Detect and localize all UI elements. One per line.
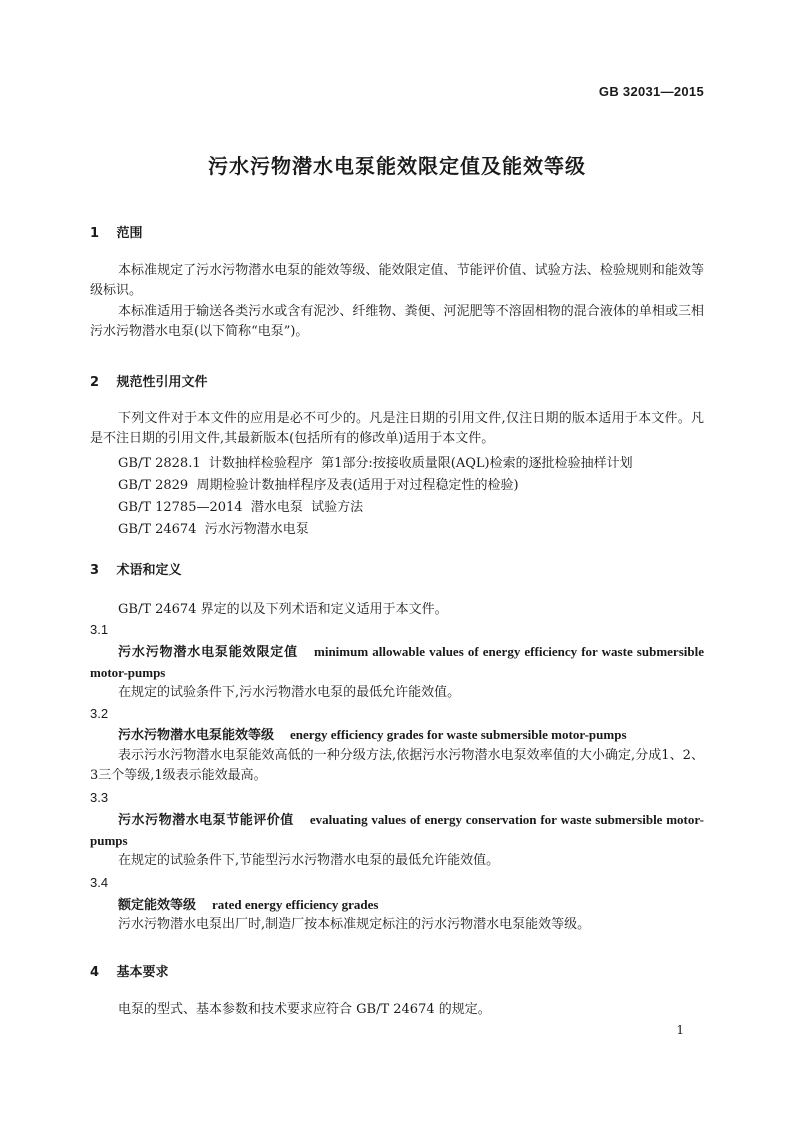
term-heading	[90, 642, 704, 684]
page-number: 1	[676, 1023, 684, 1037]
term-english: evaluating values of energy conservation for waste submersible motor-pumps	[90, 812, 704, 848]
section-title: 范围	[116, 226, 143, 241]
section-3-intro: GB/T 24674 界定的以及下列术语和定义适用于本文件。	[118, 602, 448, 617]
term-english: energy efficiency grades for waste submersible motor-pumps	[290, 727, 627, 742]
section-2-paragraph: 下列文件对于本文件的应用是必不可少的。凡是注日期的引用文件,仅注日期的版本适用于本文件。凡是不注日期的引用文件,其最新版本(包括所有的修改单)适用于本文件。	[90, 411, 704, 446]
section-number: 1	[90, 226, 100, 241]
term-chinese: 污水污物潜水电泵能效限定值	[118, 645, 298, 660]
section-2-heading	[90, 371, 208, 390]
term-chinese: 污水污物潜水电泵能效等级	[118, 728, 275, 743]
term-heading	[90, 725, 704, 746]
term-definition: 在规定的试验条件下,节能型污水污物潜水电泵的最低允许能效值。	[118, 853, 500, 868]
section-title: 规范性引用文件	[116, 375, 208, 390]
section-title: 基本要求	[116, 965, 169, 980]
standard-number: GB 32031—2015	[598, 84, 704, 99]
section-number: 2	[90, 375, 100, 390]
section-number: 4	[90, 965, 100, 980]
term-chinese: 污水污物潜水电泵节能评价值	[118, 813, 294, 828]
reference-item: GB/T 24674 污水污物潜水电泵	[118, 522, 309, 537]
term-heading	[90, 895, 704, 916]
term-english: rated energy efficiency grades	[212, 897, 379, 912]
section-title: 术语和定义	[116, 563, 182, 578]
section-4-paragraph: 电泵的型式、基本参数和技术要求应符合 GB/T 24674 的规定。	[118, 1002, 491, 1017]
term-definition: 在规定的试验条件下,污水污物潜水电泵的最低允许能效值。	[118, 685, 461, 700]
document-title: 污水污物潜水电泵能效限定值及能效等级	[208, 154, 586, 178]
term-english: minimum allowable values of energy efficiency for waste submersible motor-pumps	[90, 644, 704, 680]
section-1-paragraph-2: 本标准适用于输送各类污水或含有泥沙、纤维物、粪便、河泥肥等不溶固相物的混合液体的单相或三相污水污物潜水电泵(以下简称“电泵”)。	[90, 304, 704, 339]
term-heading	[90, 810, 704, 852]
term-number: 3.3	[90, 790, 109, 805]
section-number: 3	[90, 563, 100, 578]
term-definition: 表示污水污物潜水电泵能效高低的一种分级方法,依据污水污物潜水电泵效率值的大小确定,分成1、2、3三个等级,1级表示能效最高。	[90, 748, 704, 783]
section-3-heading	[90, 559, 182, 578]
reference-item: GB/T 12785—2014 潜水电泵 试验方法	[118, 500, 364, 515]
reference-item: GB/T 2829 周期检验计数抽样程序及表(适用于对过程稳定性的检验)	[118, 478, 519, 493]
term-number: 3.2	[90, 706, 109, 721]
term-number: 3.4	[90, 875, 109, 890]
section-1-paragraph-1: 本标准规定了污水污物潜水电泵的能效等级、能效限定值、节能评价值、试验方法、检验规则和能效等级标识。	[90, 263, 704, 298]
term-chinese: 额定能效等级	[118, 898, 197, 913]
section-1-heading	[90, 222, 143, 241]
term-definition: 污水污物潜水电泵出厂时,制造厂按本标准规定标注的污水污物潜水电泵能效等级。	[118, 917, 591, 932]
section-4-heading	[90, 961, 169, 980]
term-number: 3.1	[90, 622, 109, 637]
reference-item: GB/T 2828.1 计数抽样检验程序 第1部分:按接收质量限(AQL)检索的逐批检验抽样计划	[118, 456, 633, 471]
